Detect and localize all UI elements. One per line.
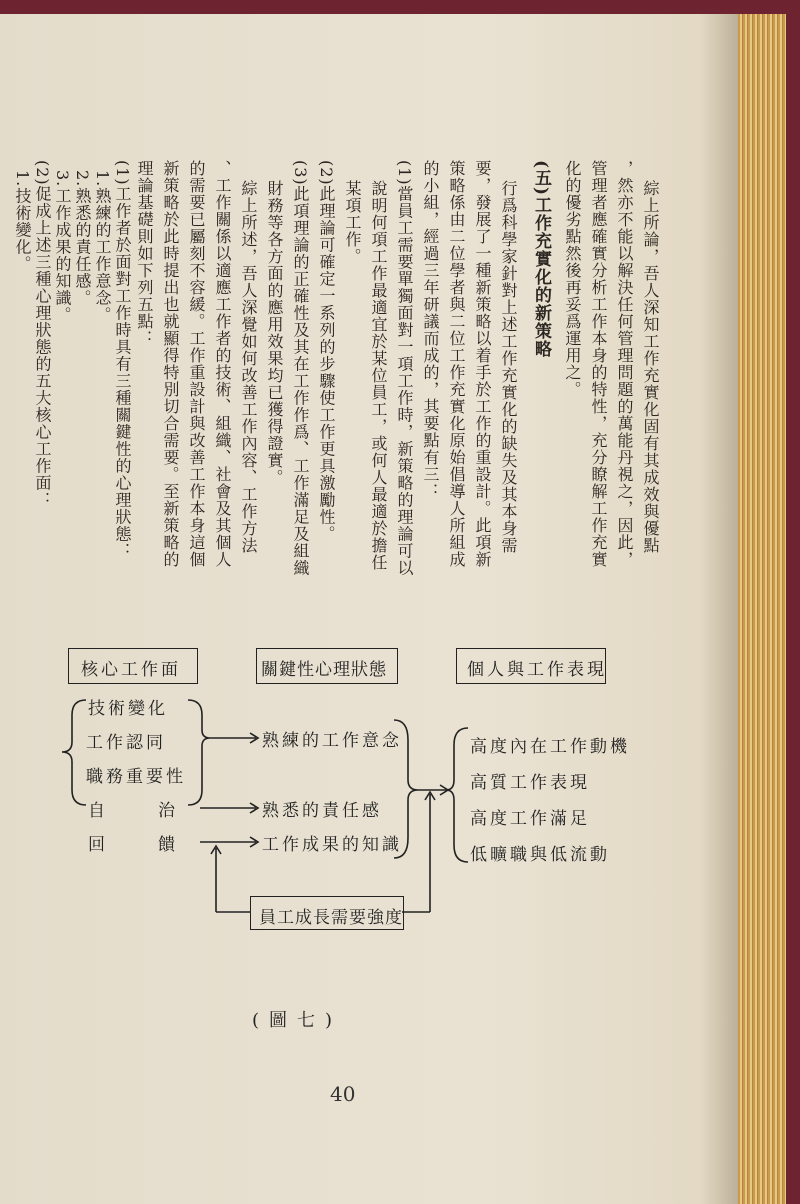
feedback-label-part: 饋 (158, 835, 178, 855)
text-column: 理論基礎則如下列五點： (135, 160, 154, 347)
text-column: 財務等各方面的應用效果均已獲得證實。 (265, 180, 284, 486)
core-item: 技術變化 (88, 699, 168, 719)
text-column: 的小組，經過三年研議而成的，其要點有三： (421, 160, 440, 500)
text-column: 說明何項工作最適宜於某位員工，或何人最適於擔任 (369, 180, 388, 571)
list-item: 2.熟悉的責任感。 (73, 170, 92, 307)
moderator-box (250, 896, 404, 930)
text-column: 行爲科學家針對上述工作充實化的缺失及其本身需 (499, 180, 518, 554)
text-column: (2)促成上述三種心理狀態的五大核心工作面： (33, 160, 52, 509)
text-column: 管理者應確實分析工作本身的特性，充分瞭解工作充實 (589, 160, 608, 568)
text-column: (3)此項理論的正確性及其在工作作爲、工作滿足及組織 (291, 160, 310, 577)
outcomes-header: 個人與工作表現 (467, 660, 607, 680)
psych-state: 工作成果的知識 (262, 835, 402, 855)
text-column: 化的優劣點然後再妥爲運用之。 (563, 160, 582, 398)
list-item: 1.熟練的工作意念。 (93, 170, 112, 324)
text-column: 要，發展了一種新策略以着手於工作的重設計。此項新 (473, 160, 492, 568)
moderator-label: 員工成長需要強度 (259, 908, 403, 928)
figure-caption: (圖七) (252, 1010, 343, 1031)
core-item: 職務重要性 (86, 767, 186, 787)
psych-states-header-box (256, 648, 398, 684)
psych-states-header: 關鍵性心理狀態 (261, 660, 387, 680)
autonomy-label-part: 自 (88, 801, 108, 821)
outcomes-header-box (456, 648, 606, 684)
text-column: 某項工作。 (343, 180, 362, 265)
text-column: 策略係由二位學者與二位工作充實化原始倡導人所組成 (447, 160, 466, 568)
feedback-label-part: 回 (88, 835, 108, 855)
core-dimensions-header: 核心工作面 (81, 660, 181, 680)
text-column: (1)當員工需要單獨面對一項工作時，新策略的理論可以 (395, 160, 414, 577)
text-column: ，然亦不能以解決任何管理問題的萬能丹視之，因此， (615, 160, 634, 568)
text-column: (2)此理論可確定一系列的步驟使工作更具激勵性。 (317, 160, 336, 543)
text-column: 綜上所論，吾人深知工作充實化固有其成效與優點 (641, 180, 660, 554)
text-column: 、工作關係以適應工作者的技術、組織、社會及其個人 (213, 160, 232, 568)
autonomy-label-part: 治 (158, 801, 178, 821)
outcome-item: 高度工作滿足 (470, 809, 590, 829)
text-column: 綜上所述，吾人深覺如何改善工作內容、工作方法 (239, 180, 258, 554)
core-dimensions-header-box (68, 648, 198, 684)
text-column: 的需要已屬刻不容緩。工作重設計與改善工作本身這個 (187, 160, 206, 568)
text-column: 新策略於此時提出也就顯得特別切合需要。至新策略的 (161, 160, 180, 568)
outcome-item: 低曠職與低流動 (470, 845, 610, 865)
psych-state: 熟練的工作意念 (262, 731, 402, 751)
list-item: 1.技術變化。 (13, 170, 32, 273)
list-item: 3.工作成果的知識。 (53, 170, 72, 324)
outcome-item: 高質工作表現 (470, 773, 590, 793)
page-number: 40 (330, 1082, 356, 1106)
text-column: (1)工作者於面對工作時具有三種關鍵性的心理狀態： (113, 160, 132, 560)
section-heading: (五)工作充實化的新策略 (531, 160, 551, 359)
core-item: 工作認同 (86, 733, 166, 753)
psych-state: 熟悉的責任感 (262, 801, 382, 821)
outcome-item: 高度內在工作動機 (470, 737, 630, 757)
